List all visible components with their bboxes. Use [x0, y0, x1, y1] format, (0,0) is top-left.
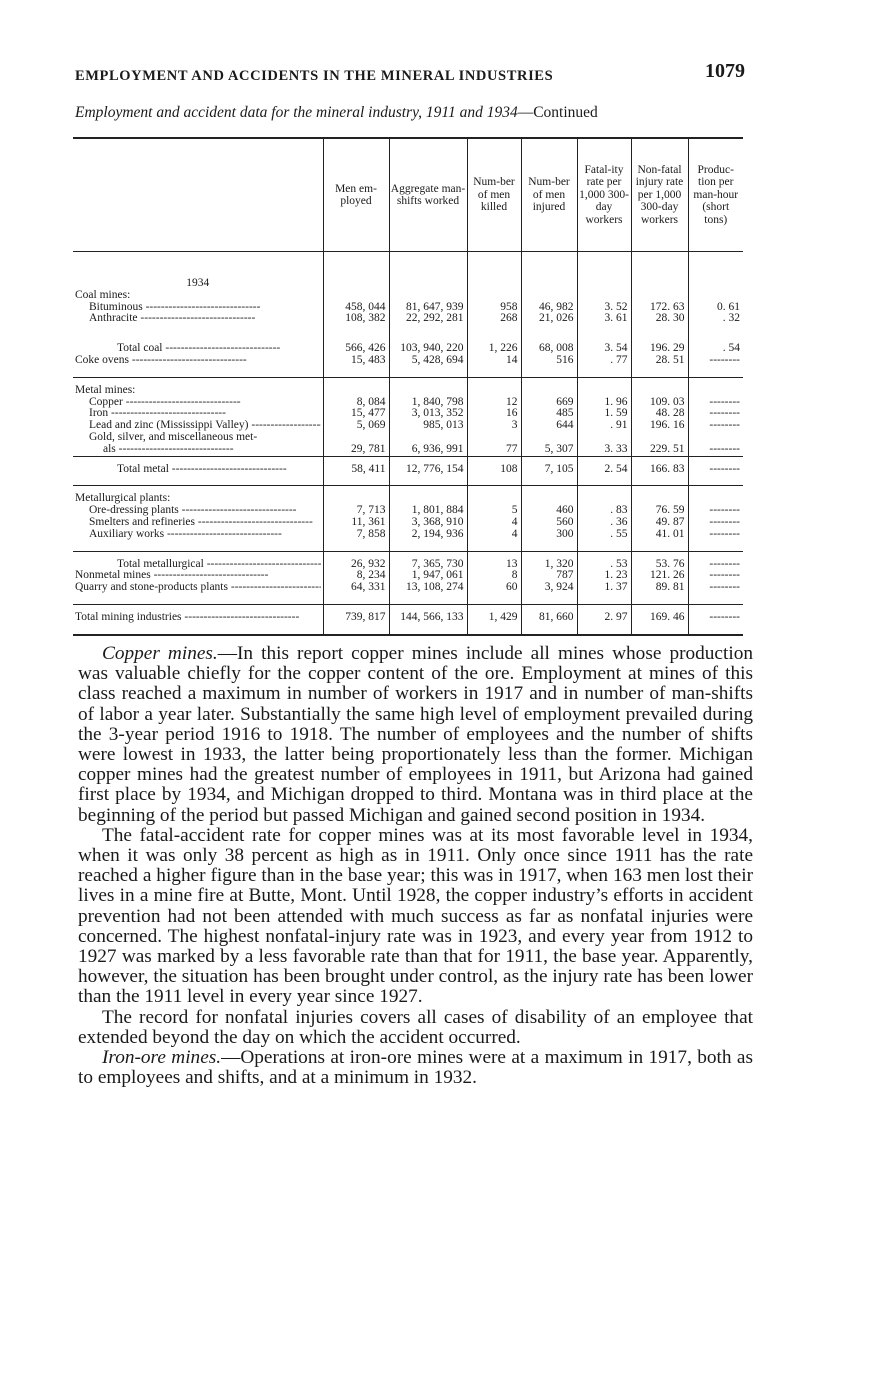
- table-cell: --------: [688, 517, 743, 529]
- table-cell: 7, 713: [323, 486, 389, 517]
- table-cell: 108, 382: [323, 313, 389, 325]
- group-label-metallurgical: Metallurgical plants:: [75, 492, 171, 505]
- table-cell: 1. 23: [577, 570, 631, 582]
- table-cell: 7, 105: [521, 456, 577, 486]
- table-caption: [75, 104, 755, 130]
- group-label-coal: Coal mines:: [75, 288, 131, 301]
- table-cell: 15, 483: [323, 355, 389, 377]
- table-title-suffix: —Continued: [517, 104, 598, 121]
- row-label: Total mining industries -----: [73, 604, 323, 634]
- table-cell: 229. 51: [631, 432, 688, 456]
- table-cell: . 83: [577, 486, 631, 517]
- data-table: [73, 137, 743, 627]
- table-cell: 8, 234: [323, 570, 389, 582]
- table-cell: 8, 084: [323, 377, 389, 408]
- row-label: Metal mines: Copper -----: [73, 377, 323, 408]
- table-cell: 6, 936, 991: [389, 432, 467, 456]
- table-cell: 22, 292, 281: [389, 313, 467, 325]
- table-row: [73, 252, 743, 314]
- table-cell: --------: [688, 582, 743, 604]
- table-row: [73, 313, 743, 325]
- table-cell: . 55: [577, 529, 631, 551]
- row-label-text: Bituminous -----: [75, 302, 321, 314]
- col-header: Num-ber of men killed: [467, 138, 521, 252]
- table-cell: 196. 29: [631, 325, 688, 355]
- table-cell: . 32: [688, 313, 743, 325]
- row-label: Auxiliary works -----: [73, 529, 323, 551]
- col-header: Aggregate man-shifts worked: [389, 138, 467, 252]
- table-cell: 103, 940, 220: [389, 325, 467, 355]
- table-cell: 14: [467, 355, 521, 377]
- table-cell: 669: [521, 377, 577, 408]
- table-cell: 7, 365, 730: [389, 551, 467, 570]
- row-label: Smelters and refineries -----: [73, 517, 323, 529]
- row-label: Total metallurgical -----: [73, 551, 323, 570]
- row-label: Coke ovens -----: [73, 355, 323, 377]
- table-cell: 8: [467, 570, 521, 582]
- table-row: [73, 456, 743, 486]
- table-cell: --------: [688, 432, 743, 456]
- table-cell: 3. 61: [577, 313, 631, 325]
- table-row: [73, 432, 743, 456]
- table-cell: 268: [467, 313, 521, 325]
- table-cell: --------: [688, 408, 743, 420]
- table-cell: 64, 331: [323, 582, 389, 604]
- table-cell: 60: [467, 582, 521, 604]
- row-label: Gold, silver, and miscellaneous met- als -----: [73, 432, 323, 456]
- table-cell: 58, 411: [323, 456, 389, 486]
- col-header: Num-ber of men injured: [521, 138, 577, 252]
- table-cell: 49. 87: [631, 517, 688, 529]
- table-cell: --------: [688, 551, 743, 570]
- table-cell: 787: [521, 570, 577, 582]
- table-cell: --------: [688, 456, 743, 486]
- table-cell: 28. 30: [631, 313, 688, 325]
- table-cell: 29, 781: [323, 432, 389, 456]
- table-cell: 12, 776, 154: [389, 456, 467, 486]
- table-cell: --------: [688, 377, 743, 408]
- table-cell: 2. 54: [577, 456, 631, 486]
- table-row: [73, 517, 743, 529]
- row-label: [73, 252, 323, 314]
- table-cell: 166. 83: [631, 456, 688, 486]
- table-cell: 5, 069: [323, 420, 389, 432]
- table-cell: --------: [688, 486, 743, 517]
- table-cell: 458, 044: [323, 252, 389, 314]
- table-row: [73, 604, 743, 634]
- table-cell: 1. 96: [577, 377, 631, 408]
- row-label: Iron -----: [73, 408, 323, 420]
- table-cell: 1. 37: [577, 582, 631, 604]
- table-cell: 566, 426: [323, 325, 389, 355]
- section-heading: Copper mines.: [102, 643, 218, 664]
- row-label: Nonmetal mines -----: [73, 570, 323, 582]
- table-cell: 460: [521, 486, 577, 517]
- paragraph: The record for nonfatal injuries covers all cases of disability of an employee that extended beyond the day on which the accident occurred.: [78, 1006, 753, 1048]
- table-cell: 3. 52: [577, 252, 631, 314]
- body-text: [78, 644, 753, 1088]
- table-cell: 3. 54: [577, 325, 631, 355]
- table-cell: --------: [688, 355, 743, 377]
- table-cell: 11, 361: [323, 517, 389, 529]
- section-heading: Iron-ore mines.: [102, 1047, 222, 1069]
- row-label: Lead and zinc (Mississippi Valley) -----: [73, 420, 323, 432]
- paragraph: Iron-ore mines.—Operations at iron-ore mines were at a maximum in 1917, both as to employees and shifts, and at a minimum in 1932.: [78, 1047, 753, 1089]
- table-cell: 26, 932: [323, 551, 389, 570]
- stub-header: [73, 138, 323, 252]
- row-label: Total metal -----: [73, 456, 323, 486]
- table-cell: 3. 33: [577, 432, 631, 456]
- table-cell: 41. 01: [631, 529, 688, 551]
- col-header: Fatal-ity rate per 1,000 300-day workers: [577, 138, 631, 252]
- table-cell: 48. 28: [631, 408, 688, 420]
- table-row: [73, 408, 743, 420]
- col-header: Men em-ployed: [323, 138, 389, 252]
- table-cell: 144, 566, 133: [389, 604, 467, 634]
- table-cell: 15, 477: [323, 408, 389, 420]
- table-cell: 2. 97: [577, 604, 631, 634]
- col-header: Produc-tion per man-hour (short tons): [688, 138, 743, 252]
- table-cell: --------: [688, 604, 743, 634]
- table-cell: 46, 982: [521, 252, 577, 314]
- table-cell: 739, 817: [323, 604, 389, 634]
- table-cell: --------: [688, 529, 743, 551]
- table-cell: 172. 63: [631, 252, 688, 314]
- table-row: [73, 377, 743, 408]
- table-cell: 3, 368, 910: [389, 517, 467, 529]
- row-label: Total coal -----: [73, 325, 323, 355]
- table-row: [73, 529, 743, 551]
- table-cell: 644: [521, 420, 577, 432]
- row-label: Metallurgical plants: Ore-dressing plants -----: [73, 486, 323, 517]
- table-cell: 53. 76: [631, 551, 688, 570]
- table-cell: 196. 16: [631, 420, 688, 432]
- col-header: Non-fatal injury rate per 1,000 300-day workers: [631, 138, 688, 252]
- table-cell: 28. 51: [631, 355, 688, 377]
- table-cell: 89. 81: [631, 582, 688, 604]
- table-cell: 1, 226: [467, 325, 521, 355]
- table-cell: 2, 194, 936: [389, 529, 467, 551]
- table-cell: 300: [521, 529, 577, 551]
- table-cell: 12: [467, 377, 521, 408]
- page-number: 1079: [705, 60, 745, 82]
- table-cell: --------: [688, 420, 743, 432]
- table-cell: 516: [521, 355, 577, 377]
- table-cell: 985, 013: [389, 420, 467, 432]
- running-head: EMPLOYMENT AND ACCIDENTS IN THE MINERAL INDUSTRIES: [75, 68, 554, 84]
- table-cell: 485: [521, 408, 577, 420]
- table-cell: 1. 59: [577, 408, 631, 420]
- table-cell: 81, 660: [521, 604, 577, 634]
- table-cell: 1, 947, 061: [389, 570, 467, 582]
- table-cell: 81, 647, 939: [389, 252, 467, 314]
- table-cell: 16: [467, 408, 521, 420]
- table-cell: 3, 924: [521, 582, 577, 604]
- table-cell: 4: [467, 529, 521, 551]
- table-cell: 3, 013, 352: [389, 408, 467, 420]
- table-cell: . 77: [577, 355, 631, 377]
- table-cell: 76. 59: [631, 486, 688, 517]
- table-cell: 121. 26: [631, 570, 688, 582]
- table-cell: 108: [467, 456, 521, 486]
- row-label: Quarry and stone-products plants -----: [73, 582, 323, 604]
- table-cell: 1, 429: [467, 604, 521, 634]
- year-label: 1934: [186, 277, 210, 289]
- table-cell: 169. 46: [631, 604, 688, 634]
- table-row: [73, 420, 743, 432]
- table-cell: 77: [467, 432, 521, 456]
- table-row: [73, 551, 743, 570]
- table-cell: . 36: [577, 517, 631, 529]
- table-cell: 0. 61: [688, 252, 743, 314]
- table-cell: 5, 428, 694: [389, 355, 467, 377]
- paragraph: The fatal-accident rate for copper mines was at its most favorable level in 1934, when it was only 38 percent as high as in 1911. Only once since 1911 has the rate reached a higher figure than in the base year; this was in 1917, when 163 men lost their lives in a mine fire at Butte, Mont. Until 1928, the copper industry’s efforts in accident prevention had not been attended with much success as far as nonfatal injuries were concerned. The highest nonfatal-injury rate was in 1923, and every year from 1912 to 1927 was marked by a less favorable rate than that for 1911, the base year. Apparently, however, the situation has been brought under control, as the injury rate has been lower than the 1911 level in every year since 1927.: [78, 824, 753, 1008]
- table-cell: . 91: [577, 420, 631, 432]
- table-cell: --------: [688, 570, 743, 582]
- table-cell: 13: [467, 551, 521, 570]
- table-cell: 5: [467, 486, 521, 517]
- table-cell: . 53: [577, 551, 631, 570]
- table-cell: 560: [521, 517, 577, 529]
- row-label: Anthracite -----: [73, 313, 323, 325]
- table-header-row: [73, 138, 743, 252]
- page-header: [75, 60, 745, 92]
- table-cell: 5, 307: [521, 432, 577, 456]
- table-cell: 21, 026: [521, 313, 577, 325]
- table-row: [73, 355, 743, 377]
- table-cell: 1, 801, 884: [389, 486, 467, 517]
- table-cell: . 54: [688, 325, 743, 355]
- table-cell: 109. 03: [631, 377, 688, 408]
- table-cell: 4: [467, 517, 521, 529]
- table-cell: 68, 008: [521, 325, 577, 355]
- table-cell: 13, 108, 274: [389, 582, 467, 604]
- table-row: [73, 582, 743, 604]
- table-cell: 958: [467, 252, 521, 314]
- table-cell: 7, 858: [323, 529, 389, 551]
- table-cell: 1, 320: [521, 551, 577, 570]
- group-label-metal: Metal mines:: [75, 383, 136, 396]
- table-row: [73, 570, 743, 582]
- table-title: Employment and accident data for the mineral industry, 1911 and 1934: [75, 104, 518, 121]
- paragraph: Copper mines.—In this report copper mines include all mines whose production was valuable chiefly for the copper content of the ore. Employment at mines of this class reached a maximum in number of workers in 1917 and in number of man-shifts of labor a year later. Substantially the same high level of employment prevailed during the 3-year period 1916 to 1918. The number of employees and the number of shifts were lowest in 1933, the latter being proportionately less than the former. Michigan copper mines had the greatest number of employees in 1911, but Arizona had gained first place by 1934, and Michigan dropped to third. Montana was in third place at the beginning of the period but passed Michigan and gained second position in 1934.: [78, 643, 753, 826]
- table-row: [73, 486, 743, 517]
- table-cell: 3: [467, 420, 521, 432]
- table-row: [73, 325, 743, 355]
- table-cell: 1, 840, 798: [389, 377, 467, 408]
